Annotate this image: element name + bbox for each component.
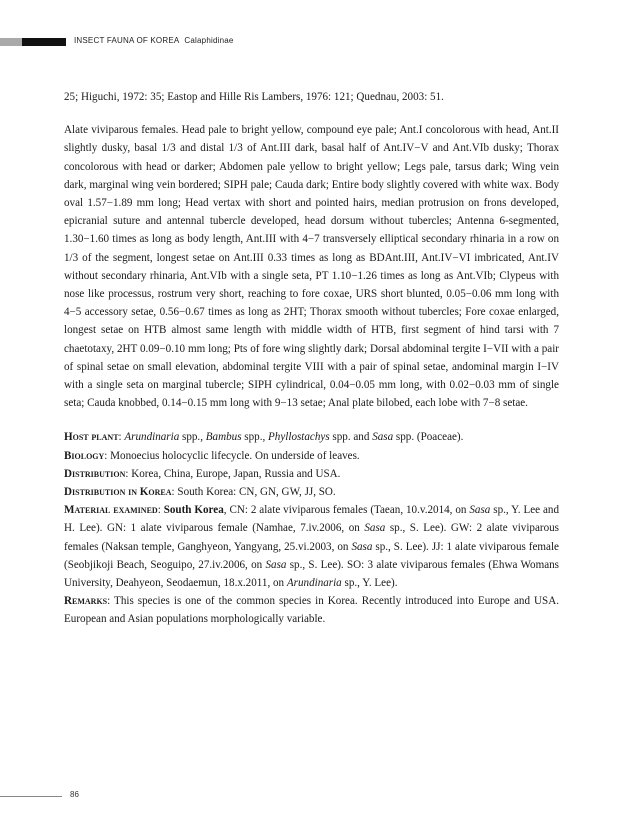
genus: Sasa — [372, 431, 394, 444]
header-title: INSECT FAUNA OF KOREA — [74, 36, 180, 45]
genus: Phyllostachys — [268, 431, 330, 444]
running-header — [74, 36, 234, 45]
host-plant-paragraph: Host plant: Arundinaria spp., Bambus spp., Phyllostachys spp. and Sasa spp. (Poaceae). — [64, 431, 464, 444]
page-number: 86 — [70, 790, 79, 799]
distribution-paragraph: Distribution: Korea, China, Europe, Japan, Russia and USA. — [64, 467, 341, 480]
genus: Arundinaria — [124, 431, 180, 444]
distribution-korea-paragraph: Distribution in Korea: South Korea: CN, GN, GW, JJ, SO. — [64, 486, 336, 499]
biology-paragraph: Biology: Monoecius holocyclic lifecycle. On underside of leaves. — [64, 449, 360, 462]
page-content — [64, 88, 560, 629]
header-bar-grey — [0, 38, 22, 46]
genus: Bambus — [205, 431, 242, 444]
host-plant-label: Host plant — [64, 431, 119, 444]
header-subtitle: Calaphidinae — [184, 36, 234, 45]
biology-label: Biology — [64, 449, 105, 462]
description-paragraph: Alate viviparous females. Head pale to bright yellow, compound eye pale; Ant.I concolorous with head, Ant.II slightly dusky, basal 1/3 and distal 1/3 of Ant.III dark, basal half of Ant.IV−V and Ant.VIb dusky; Thorax concolorous with head or darker; Abdomen pale yellow to bright yellow; Legs pale, tarsus dark; Wing vein dark, marginal wing vein bordered; SIPH pale; Cauda dark; Entire body slightly covered with white wax. Body oval 1.57−1.89 mm long; Head vertax with short and pointed hairs, median protrusion on frons developed, epicranial suture and antennal tubercle developed, head dorsum without tubercles; Antenna 6-segmented, 1.30−1.60 times as long as body length, Ant.III with 4−7 transversely elliptical secondary rhinaria in a row on 1/3 of the segment, longest setae on Ant.III 0.33 times as long as BDAnt.III, Ant.IV−VI imbricated, Ant.IV without secondary rhinaria, Ant.VIb with a single seta, PT 1.10−1.26 times as long as Ant.VIb; Clypeus with nose like processus, rostrum very short, reaching to fore coxae, URS short blunted, 0.05−0.06 mm long with 4−5 accessory setae, 0.56−0.67 times as long as 2HT; Thorax smooth without tubercles; Fore coxae enlarged, longest setae on HTB almost same length with middle width of HTB, first segment of hind tarsi with 7 chaetotaxy, 2HT 0.09−0.10 mm long; Pts of fore wing slightly dark; Dorsal abdominal tergite I−VII with a pair of spinal setae on small elevation, abdominal tergite VIII with a pair of spinal setae, andominal margin I−IV with a single seta on marginal tubercle; SIPH cylindrical, 0.04−0.05 mm long, with 0.02−0.03 mm of single seta; Cauda knobbed, 0.14−0.15 mm long with 9−13 setae; Anal plate bilobed, each lobe with 7−8 setae. — [64, 124, 559, 410]
remarks-paragraph: Remarks: This species is one of the common species in Korea. Recently introduced into Europe and USA. European and Asian populations morphologically variable. — [64, 595, 559, 626]
material-examined-label: Material examined — [64, 504, 158, 517]
distribution-korea-label: Distribution in Korea — [64, 486, 172, 499]
citation-paragraph: 25; Higuchi, 1972: 35; Eastop and Hille Ris Lambers, 1976: 121; Quednau, 2003: 51. — [64, 91, 444, 103]
header-bar-black — [22, 38, 66, 46]
footer-rule — [0, 796, 62, 797]
material-examined-paragraph: Material examined: South Korea, CN: 2 alate viviparous females (Taean, 10.v.2014, on Sasa sp., Y. Lee and H. Lee). GN: 1 alate viviparous female (Namhae, 7.iv.2006, on Sasa sp., S. Lee). GW: 2 alate viviparous females (Naksan temple, Ganghyeon, Yangyang, 25.vi.2003, on Sasa sp., S. Lee). JJ: 1 alate viviparous female (Seobjikoji Beach, Seoguipo, 27.iv.2006, on Sasa sp., S. Lee). SO: 3 alate viviparous females (Ehwa Womans University, Deahyeon, Seodaemun, 18.x.2011, on Arundinaria sp., Y. Lee). — [64, 504, 560, 590]
distribution-label: Distribution — [64, 467, 126, 480]
region-label: South Korea — [163, 504, 224, 517]
remarks-label: Remarks — [64, 595, 108, 608]
